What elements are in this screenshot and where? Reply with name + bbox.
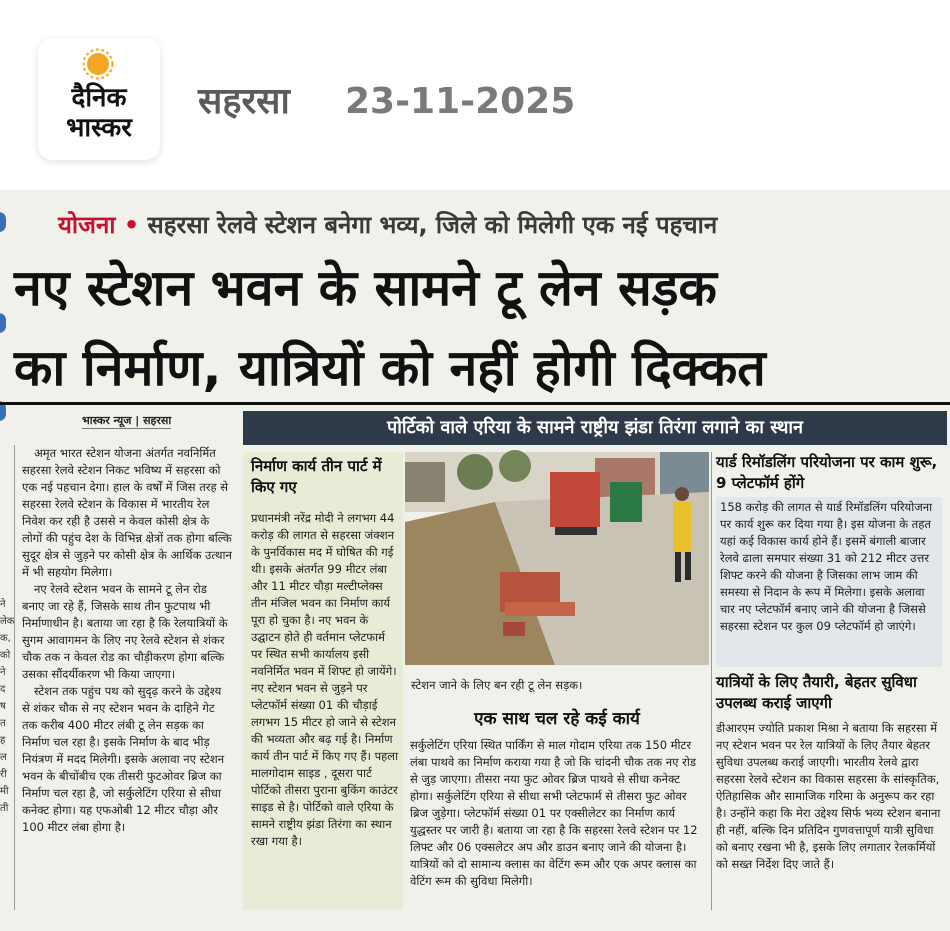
edition-city: सहरसा — [198, 81, 290, 122]
subheading: एक साथ चल रहे कई कार्य — [474, 709, 640, 729]
adjacent-column-fragment: ने लेक क, को ने द ष त ह ल री मी ती — [0, 599, 15, 814]
article-column-1 — [22, 445, 232, 836]
headline-line2: का निर्माण, यात्रियों को नहीं होगी दिक्कत — [14, 339, 766, 397]
logo-line1: दैनिक — [71, 83, 127, 113]
photo-caption: स्टेशन जाने के लिए बन रही टू लेन सड़क। — [411, 678, 583, 692]
app-header — [0, 0, 950, 190]
article-column-4: डीआरएम ज्योति प्रकाश मिश्रा ने बताया कि सहरसा में नए स्टेशन भवन पर रेल यात्रियों के लिए तैयार बेहतर सुविधा उपलब्ध कराई जाएगी। भारतीय रेलवे द्वारा सहरसा रेलवे स्टेशन का विकास सहरसा के सांस्कृतिक, ऐतिहासिक और सामाजिक गरिमा के अनुरूप कर रहा है। उन्होंने कहा कि मेरा उद्देश्य सिर्फ भव्य स्टेशन बनाना ही नहीं, बल्कि दिन प्रतिदिन गुणवत्तापूर्ण यात्री सुविधा को बनाए रखना भी है, इसके लिए लगातार रेलकर्मियों को सख्त निर्देश दिए जाते हैं। — [716, 721, 941, 871]
paragraph: स्टेशन तक पहुंच पथ को सुदृढ़ करने के उद्देश्य से शंकर चौक से नए स्टेशन भवन के दाहिने गेट तक करीब 400 मीटर लंबी टू लेन सड़क का निर्माण चल रहा है। इसके निर्माण के बाद भीड़ नियंत्रण में मदद मिलेगी। इसके अलावा नए स्टेशन भवन के बीचोंबीच एक तीसरी फुटओवर ब्रिज का निर्माण चल रहा है, जो सर्कुलेटिंग एरिया से सीधा कनेक्ट होगा। यह एफओबी 12 मीटर चौड़ा और 100 मीटर लंबा होगा है। — [22, 684, 225, 834]
edition-date: 23-11-2025 — [345, 81, 576, 122]
column-divider — [14, 445, 15, 910]
article-kicker — [58, 210, 717, 240]
sun-icon — [82, 48, 114, 80]
subheading: यार्ड रिमॉडलिंग परियोजना पर काम शुरू, 9 प्लेटफॉर्म होंगे — [716, 453, 938, 492]
kicker-bullet: • — [123, 211, 140, 239]
kicker-text: सहरसा रेलवे स्टेशन बनेगा भव्य, जिले को मिलेगी एक नई पहचान — [147, 211, 718, 239]
subheading: निर्माण कार्य तीन पार्ट में किए गए — [251, 457, 382, 496]
construction-site-photo — [405, 452, 709, 665]
highlight-box: 158 करोड़ की लागत से यार्ड रिमॉडलिंग परियोजना पर कार्य शुरू कर दिया गया है। इस योजना के तहत यहां कई विकास कार्य होने हैं। इसमें बंगाली बाजार रेलवे ढाला समपार संख्या 31 को 212 मीटर उत्तर शिफ्ट करने की योजना है जिसका लाभ जाम की समस्या से निदान के रूप में मिलेगा। इसके अलावा चार नए प्लेटफॉर्म बनाए जाने की योजना है जिससे सहरसा स्टेशन पर कुल 09 प्लेटफॉर्म हो जाएंगे। — [716, 497, 942, 667]
paragraph: नए रेलवे स्टेशन भवन के सामने टू लेन रोड बनाए जा रहे हैं, जिसके साथ तीन फुटपाथ भी निर्माणाधीन है। बताया जा रहा है कि रेलयात्रियों के सुगम आवागमन के लिए नए रेलवे स्टेशन से शंकर चौक तक न केवल रोड का चौड़ीकरण होगा बल्कि उसका सौंदर्यीकरण भी किया जाएगा। — [22, 582, 228, 681]
article-column-3: सर्कुलेटिंग एरिया स्थित पार्किंग से माल गोदाम एरिया तक 150 मीटर लंबा पाथवे का निर्माण कराया गया है जो कि चांदनी चौक तक नए रोड से जुड़ जाएगा। तीसरा नया फुट ओवर ब्रिज पाथवे से सीधा कनेक्ट होगा। सर्कुलेटिंग एरिया से सीधा सभी प्लेटफार्म से तीसरा फुट ओवर ब्रिज जुड़ेगा। प्लेटफॉर्म संख्या 01 पर एक्सीलेटर का निर्माण कार्य युद्धस्तर पर जारी है। बताया जा रहा है कि सहरसा रेलवे स्टेशन पर 12 लिफ्ट और 06 एक्सलेटर अप और डाउन बनाए जाने की योजना है। यात्रियों को दो सामान्य क्लास का वेटिंग रूम और एक अपर क्लास का वेटिंग रूम की सुविधा मिलेगी। — [410, 738, 698, 888]
paragraph: अमृत भारत स्टेशन योजना अंतर्गत नवनिर्मित सहरसा रेलवे स्टेशन निकट भविष्य में सहरसा को एक नई पहचान देगा। हाल के वर्षों में जिस तरह से सहरसा रेलवे स्टेशन के विकास में भारतीय रेल निवेश कर रही है उससे न केवल कोसी क्षेत्र के लोगों की पहुंच देश के विभिन्न क्षेत्रों तक होगा बल्कि सुदूर क्षेत्र से जुड़ने पर कोसी क्षेत्र के आर्थिक उत्थान में भी सहयोग मिलेगा। — [22, 446, 232, 579]
headline-divider — [0, 402, 950, 405]
column-divider — [711, 452, 712, 910]
subheading: यात्रियों के लिए तैयारी, बेहतर सुविधा उपलब्ध कराई जाएगी — [716, 673, 917, 712]
kicker-label: योजना — [58, 211, 116, 239]
road-construction-image — [405, 452, 709, 665]
headline-line1: नए स्टेशन भवन के सामने टू लेन सड़क — [14, 259, 717, 317]
dainik-bhaskar-logo[interactable] — [38, 38, 160, 160]
paragraph: प्रधानमंत्री नरेंद्र मोदी ने लगभग 44 करोड़ की लागत से सहरसा जंक्शन के पुनर्विकास मद में घोषित की गई थी। इसके अंतर्गत 99 मीटर लंबा और 11 मीटर चौड़ा मल्टीप्लेक्स तीन मंजिल भवन का निर्माण कार्य पूरा हो चुका है। नए भवन के उद्घाटन होते ही वर्तमान प्लेटफार्म पर स्थित सभी कार्यालय इसी नवनिर्मित भवन में शिफ्ट हो जायेंगे। नए स्टेशन भवन से जुड़ने पर प्लेटफॉर्म संख्या 01 की चौड़ाई लगभग 15 मीटर हो जाने से स्टेशन की भव्यता और बढ़ गई है। निर्माण कार्य तीन पार्ट में किए गए हैं। पहला मालगोदाम साइड , दूसरा पार्ट पोर्टिको तीसरा पुराना बुकिंग काउंटर साइड से है। पोर्टिको वाले एरिया के सामने राष्ट्रीय झंडा तिरंगा का स्थान रखा गया है। — [251, 511, 399, 848]
logo-line2: भास्कर — [66, 113, 132, 143]
section-banner: पोर्टिको वाले एरिया के सामने राष्ट्रीय झंडा तिरंगा लगाने का स्थान — [243, 411, 947, 445]
byline: भास्कर न्यूज | सहरसा — [82, 414, 172, 427]
article-column-2 — [243, 452, 403, 910]
